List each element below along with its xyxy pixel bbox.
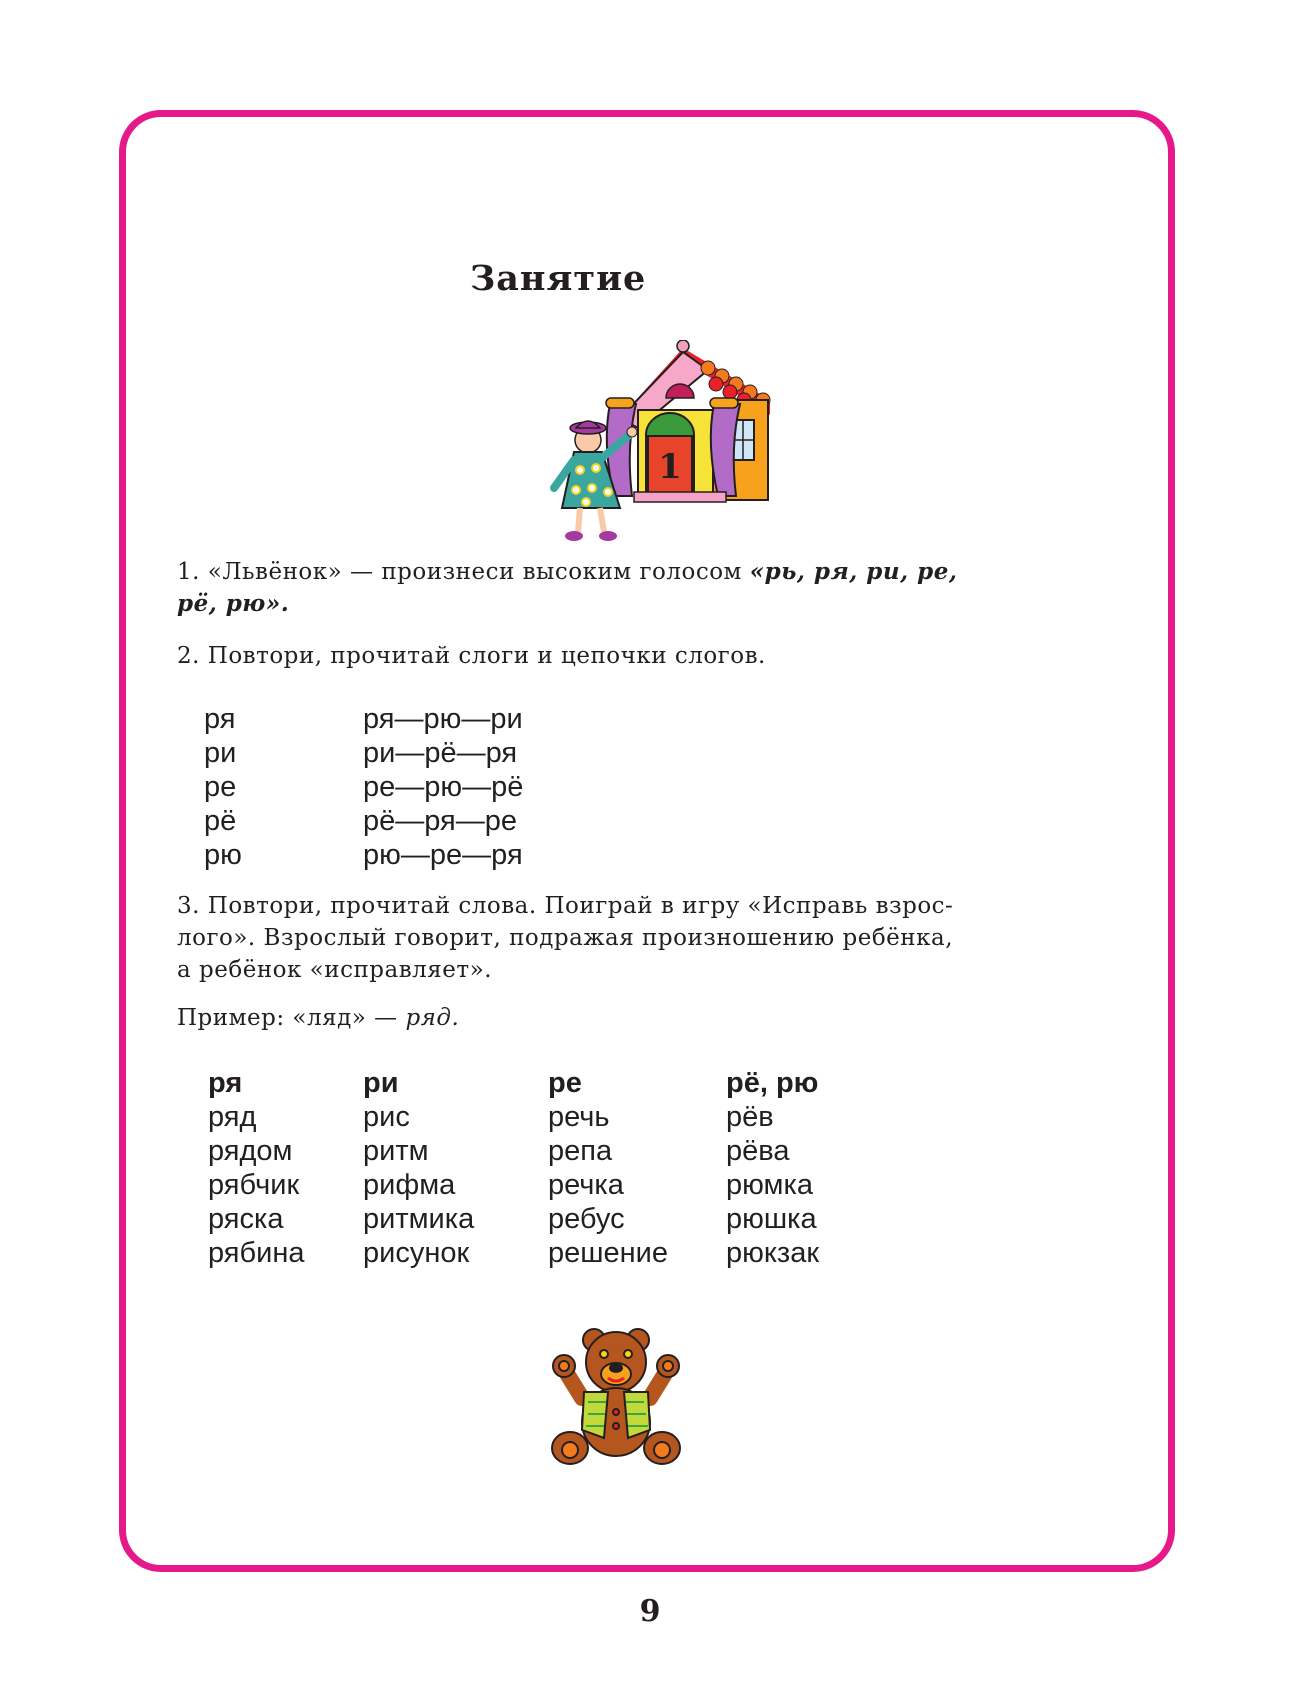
syllable: ре [204,771,237,803]
exercise-3-line: 3. Повтори, прочитай слова. Поиграй в игру «Исправь взрос- [177,893,954,919]
exercise-3 [177,890,997,986]
page-number: 9 [639,1594,661,1629]
example-answer: ряд. [405,1005,460,1031]
teddy-bear-illustration [546,1326,686,1476]
syllable: рю [204,839,242,871]
syllable-column [204,702,242,872]
word-column-header: ре [548,1067,582,1099]
example-label: Пример: «ляд» — [177,1005,398,1031]
exercise-1-syllables-b: рё, рю». [177,590,290,617]
house-number: 1 [658,447,682,487]
word-column-header: ря [208,1067,243,1099]
syllable-chain: рю—ре—ря [363,839,523,871]
word: рисунок [363,1237,470,1269]
exercise-2-text: 2. Повтори, прочитай слоги и цепочки слогов. [177,643,766,669]
word-column-ри [363,1066,474,1270]
word: речь [548,1101,610,1133]
word-column-ря [208,1066,304,1270]
word: ряд [208,1101,257,1133]
word-column-header: ри [363,1067,399,1099]
word: ритмика [363,1203,475,1235]
word-column-ре [548,1066,668,1270]
syllable-chain: ре—рю—рё [363,771,524,803]
word-column-header: рё, рю [726,1067,819,1099]
word: рёва [726,1135,790,1167]
word: рёв [726,1101,774,1133]
word: рюмка [726,1169,813,1201]
house-girl-illustration [548,340,788,550]
word-column-рё-рю [726,1066,819,1270]
syllable-chain: ри—рё—ря [363,737,518,769]
word: речка [548,1169,624,1201]
exercise-3-line: а ребёнок «исправляет». [177,957,493,983]
word: рядом [208,1135,293,1167]
word: решение [548,1237,668,1269]
syllable: ри [204,737,237,769]
word: рябина [208,1237,305,1269]
page-title: Занятие [470,258,647,299]
word: репа [548,1135,613,1167]
word: ритм [363,1135,429,1167]
word: рябчик [208,1169,300,1201]
syllable-chain: рё—ря—ре [363,805,518,837]
word: ряска [208,1203,284,1235]
exercise-1 [177,556,997,620]
example [177,1002,997,1034]
word: рис [363,1101,410,1133]
word: ребус [548,1203,625,1235]
syllable: рё [204,805,237,837]
word: рюкзак [726,1237,820,1269]
exercise-1-text: 1. «Львёнок» — произнеси высоким голосом [177,559,742,585]
word: рюшка [726,1203,817,1235]
exercise-1-syllables-a: «рь, ря, ри, ре, [749,558,958,585]
syllable-chain-column [363,702,523,872]
exercise-3-line: лого». Взрослый говорит, подражая произношению ребёнка, [177,925,954,951]
word: рифма [363,1169,456,1201]
syllable-chain: ря—рю—ри [363,703,523,735]
syllable: ря [204,703,236,735]
